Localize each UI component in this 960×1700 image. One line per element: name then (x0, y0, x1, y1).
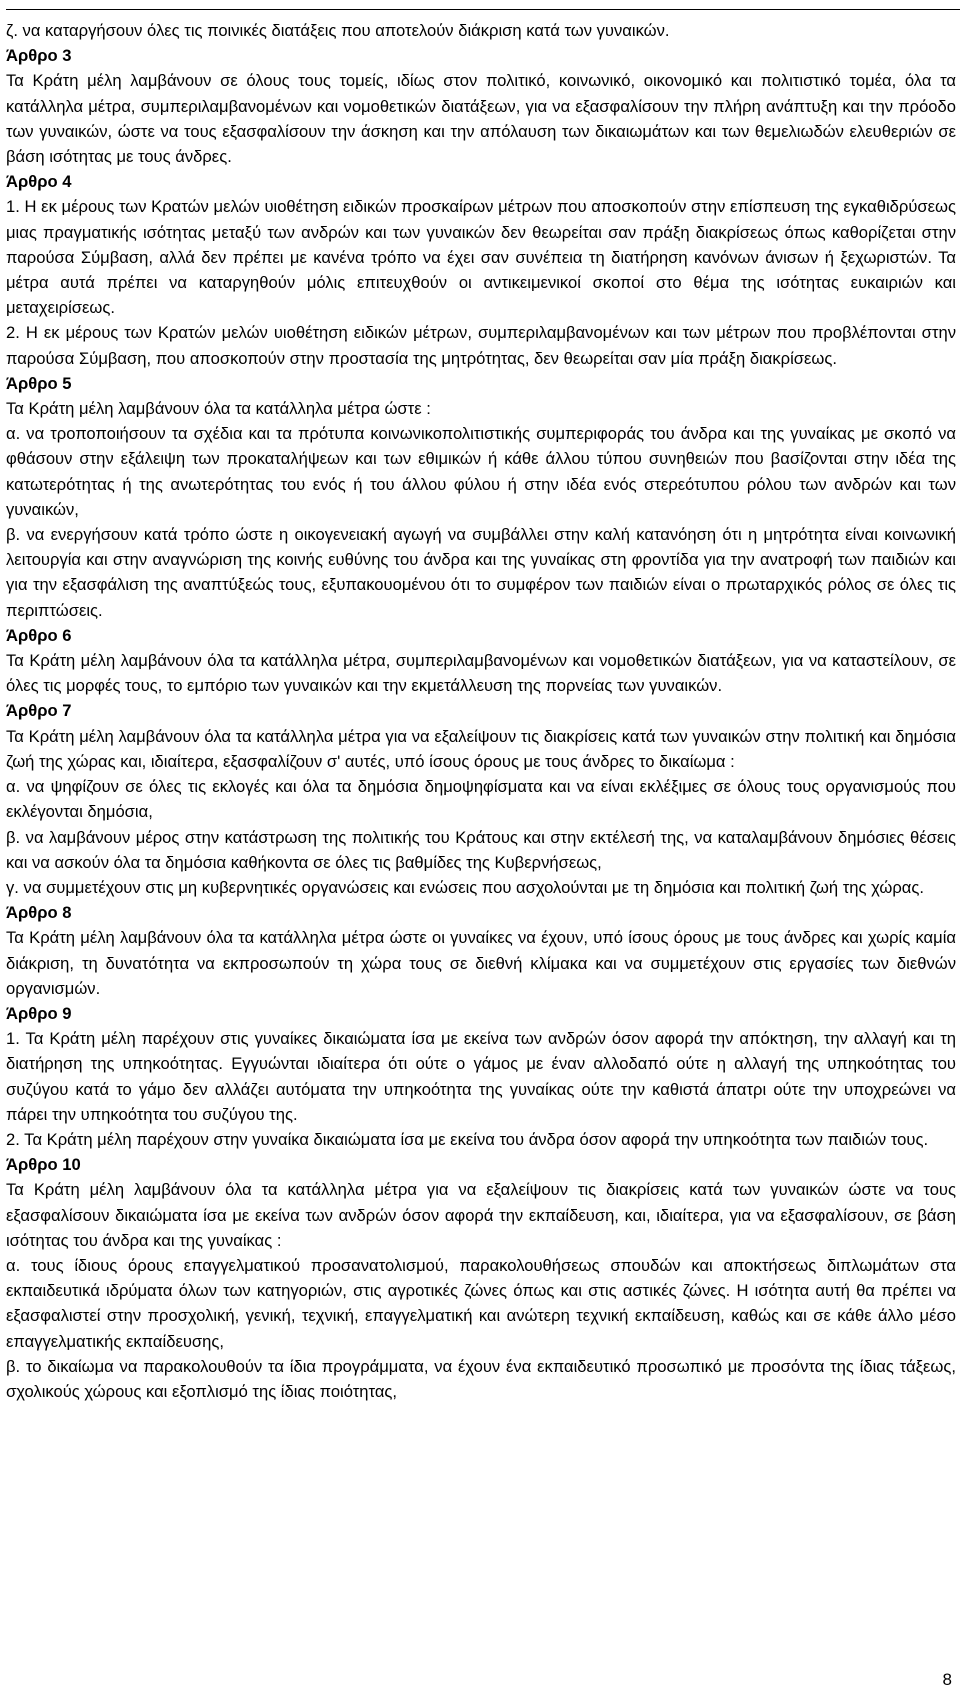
paragraph: ζ. να καταργήσουν όλες τις ποινικές διατάξεις που αποτελούν διάκριση κατά των γυναικών. (6, 21, 670, 40)
paragraph: α. τους ίδιους όρους επαγγελματικού προσανατολισμού, παρακολουθήσεως σπουδών και αποκτήσεως διπλωμάτων στα εκπαιδευτικά ιδρύματα όλων των κατηγοριών, στις αγροτικές ζώνες όπως και στις αστικές ζώνες. Η ισότητα αυτή θα πρέπει να εξασφαλιστεί στην προσχολική, γενική, τεχνική, επαγγελματική και ανώτερη τεχνική εκπαίδευση, καθώς και σε κάθε άλλο μέσο επαγγελματικής εκπαίδευσης, (6, 1255, 956, 1351)
paragraph: 1. Τα Κράτη μέλη παρέχουν στις γυναίκες δικαιώματα ίσα με εκείνα των ανδρών όσον αφορά την απόκτηση, την αλλαγή και τη διατήρηση της υπηκοότητας. Εγγυώνται ιδιαίτερα ότι ούτε ο γάμος με έναν αλλοδαπό ούτε η αλλαγή της υπηκοότητας του συζύγου κατά το γάμο δεν αλλάζει αυτόματα την υπηκοότητα της γυναίκας ούτε την καθιστά άπατρι ούτε την υποχρεώνει να πάρει την υπηκοότητα του συζύγου της. (6, 1029, 956, 1124)
paragraph: β. να λαμβάνουν μέρος στην κατάστρωση της πολιτικής του Κράτους και στην εκτέλεσή της, να καταλαμβάνουν δημόσιες θέσεις και να ασκούν όλα τα δημόσια καθήκοντα σε όλες τις βαθμίδες της Κυβερνήσεως, (6, 827, 956, 872)
paragraph: Τα Κράτη μέλη λαμβάνουν όλα τα κατάλληλα μέτρα για να εξαλείψουν τις διακρίσεις κατά των γυναικών ώστε να τους εξασφαλίσουν δικαιώματα ίσα με εκείνα των ανδρών όσον αφορά την εκπαίδευση, και, ιδιαίτερα, για να εξασφαλίσουν, σε βάση ισότητας του άνδρα και της γυναίκας : (6, 1180, 956, 1250)
paragraph: α. να τροποποιήσουν τα σχέδια και τα πρότυπα κοινωνικοπολιτιστικής συμπεριφοράς του άνδρα και της γυναίκας με σκοπό να φθάσουν στην εξάλειψη των προκαταλήψεων και των εθιμικών ή κάθε άλλου τύπου συνηθειών που βασίζονται στην ιδέα της κατωτερότητας ή της ανωτερότητας του ενός ή του άλλου φύλου ή στην ιδέα ενός στερεότυπου ρόλου των ανδρών και των γυναικών, (6, 424, 956, 519)
paragraph: Τα Κράτη μέλη λαμβάνουν όλα τα κατάλληλα μέτρα ώστε : (6, 399, 431, 419)
article-heading: Άρθρο 6 (6, 625, 72, 645)
article-heading: Άρθρο 7 (6, 701, 72, 721)
paragraph: α. να ψηφίζουν σε όλες τις εκλογές και όλα τα δημόσια δημοψηφίσματα και να είναι εκλέξιμες σε όλους τους οργανισμούς που εκλέγονται δημόσια, (6, 777, 956, 822)
page-number: 8 (942, 1670, 952, 1689)
document-body (6, 18, 956, 1404)
paragraph: γ. να συμμετέχουν στις μη κυβερνητικές οργανώσεις και ενώσεις που ασχολούνται με τη δημόσια και πολιτική ζωή της χώρας. (6, 877, 924, 897)
article-heading: Άρθρο 5 (6, 373, 72, 393)
paragraph: 2. Τα Κράτη μέλη παρέχουν στην γυναίκα δικαιώματα ίσα με εκείνα του άνδρα όσον αφορά την υπηκοότητα των παιδιών τους. (6, 1129, 929, 1149)
paragraph: β. το δικαίωμα να παρακολουθούν τα ίδια προγράμματα, να έχουν ένα εκπαιδευτικό προσωπικό με προσόντα της ίδιας τάξεως, σχολικούς χώρους και εξοπλισμό της ίδιας ποιότητας, (6, 1356, 956, 1401)
paragraph: 2. Η εκ μέρους των Κρατών μελών υιοθέτηση ειδικών μέτρων, συμπεριλαμβανομένων και των μέτρων που προβλέπονται στην παρούσα Σύμβαση, που αποσκοπούν στην προστασία της μητρότητας, δεν θεωρείται σαν μία πράξη διακρίσεως. (6, 323, 956, 368)
paragraph: Τα Κράτη μέλη λαμβάνουν όλα τα κατάλληλα μέτρα ώστε οι γυναίκες να έχουν, υπό ίσους όρους με τους άνδρες και χωρίς καμία διάκριση, τη δυνατότητα να εκπροσωπούν τη χώρα τους σε διεθνή κλίμακα και να συμμετέχουν στις εργασίες των διεθνών οργανισμών. (6, 928, 956, 998)
article-heading: Άρθρο 10 (6, 1155, 81, 1175)
article-heading: Άρθρο 4 (6, 172, 72, 192)
paragraph: 1. Η εκ μέρους των Κρατών μελών υιοθέτηση ειδικών προσκαίρων μέτρων που αποσκοπούν στην επίσπευση της εγκαθιδρύσεως μιας πραγματικής ισότητας μεταξύ των ανδρών και των γυναικών δεν θεωρείται σαν πράξη διακρίσεως όπως καθορίζεται στην παρούσα Σύμβαση, αλλά δεν πρέπει με κανένα τρόπο να έχει σαν συνέπεια τη διατήρηση κανόνων άνισων ή ξεχωριστών. Τα μέτρα αυτά πρέπει να καταργηθούν μόλις επιτευχθούν οι αντικειμενικοί σκοποί στο θέμα της ισότητας ευκαιριών και μεταχειρίσεως. (6, 197, 956, 318)
paragraph: Τα Κράτη μέλη λαμβάνουν όλα τα κατάλληλα μέτρα, συμπεριλαμβανομένων και νομοθετικών διατάξεων, για να καταστείλουν, σε όλες τις μορφές τους, το εμπόριο των γυναικών και την εκμετάλλευση της πορνείας των γυναικών. (6, 651, 956, 696)
article-heading: Άρθρο 3 (6, 46, 72, 66)
header-rule (6, 9, 960, 10)
paragraph: β. να ενεργήσουν κατά τρόπο ώστε η οικογενειακή αγωγή να συμβάλλει στην καλή κατανόηση ότι η μητρότητα είναι κοινωνική λειτουργία και στην αναγνώριση της κοινής ευθύνης του άνδρα και της γυναίκας στη φροντίδα για την ανατροφή των παιδιών και για την εξασφάλιση της αναπτύξεώς τους, εξυπακουομένου ότι το συμφέρον των παιδιών είναι ο πρωταρχικός ρόλος σε όλες τις περιπτώσεις. (6, 525, 956, 620)
paragraph: Τα Κράτη μέλη λαμβάνουν σε όλους τους τομείς, ιδίως στον πολιτικό, κοινωνικό, οικονομικό και πολιτιστικό τομέα, όλα τα κατάλληλα μέτρα, συμπεριλαμβανομένων και νομοθετικών διατάξεων, για να εξασφαλίσουν την πλήρη ανάπτυξη και την πρόοδο των γυναικών, ώστε να τους εξασφαλίσουν την άσκηση και την απόλαυση των δικαιωμάτων και των θεμελιωδών ελευθεριών σε βάση ισότητας με τους άνδρες. (6, 71, 956, 167)
article-heading: Άρθρο 8 (6, 903, 72, 923)
article-heading: Άρθρο 9 (6, 1003, 72, 1023)
paragraph: Τα Κράτη μέλη λαμβάνουν όλα τα κατάλληλα μέτρα για να εξαλείψουν τις διακρίσεις κατά των γυναικών στην πολιτική και δημόσια ζωή της χώρας και, ιδιαίτερα, εξασφαλίζουν σ' αυτές, υπό ίσους όρους με τους άνδρες το δικαίωμα : (6, 726, 956, 771)
